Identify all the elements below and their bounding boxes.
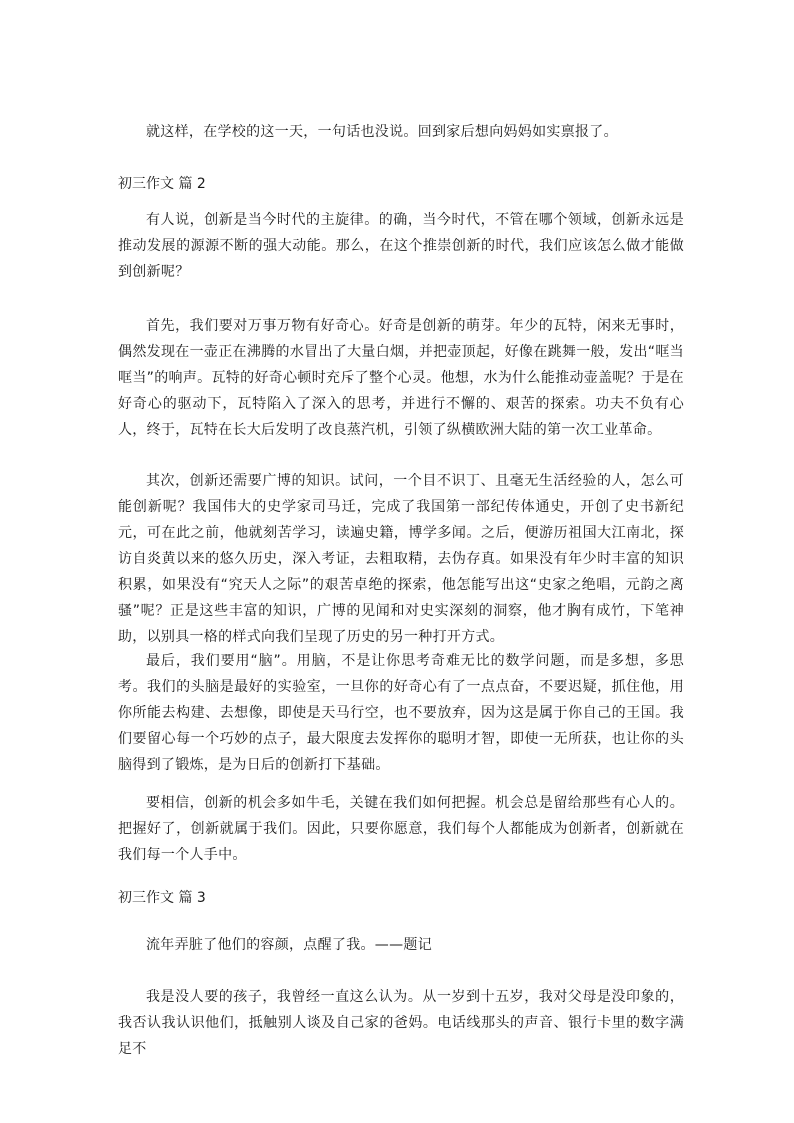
paragraph-epigraph: 流年弄脏了他们的容颜，点醒了我。——题记 bbox=[146, 937, 432, 953]
section-heading-2: 初三作文 篇 2 bbox=[118, 176, 206, 192]
section-heading-3: 初三作文 篇 3 bbox=[118, 890, 206, 906]
paragraph-conclusion: 要相信，创新的机会多如牛毛，关键在我们如何把握。机会总是留给那些有心人的。把握好了，创新就属于我们。因此，只要你愿意，我们每个人都能成为创新者，创新就在我们每一个人手中。 bbox=[118, 795, 684, 863]
paragraph-knowledge: 其次，创新还需要广博的知识。试问，一个目不识丁、且毫无生活经验的人，怎么可能创新呢？我国伟大的史学家司马迁，完成了我国第一部纪传体通史，开创了史书新纪元，可在此之前，他就刻苦学习，读遍史籍，博学多闻。之后，便游历祖国大江南北，探访自炎黄以来的悠久历史，深入考证，去粗取精，去伪存真。如果没有年少时丰富的知识积累，如果没有“究天人之际”的艰苦卓绝的探索，他怎能写出这“史家之绝唱，元韵之离骚”呢？正是这些丰富的知识，广博的见闻和对史实深刻的洞察，他才胸有成竹，下笔神助，以别具一格的样式向我们呈现了历史的另一种打开方式。 bbox=[118, 473, 684, 645]
paragraph-story-start: 我是没人要的孩子，我曾经一直这么认为。从一岁到十五岁，我对父母是没印象的，我否认我认识他们，抵触别人谈及自己家的爸妈。电话线那头的声音、银行卡里的数字满足不 bbox=[118, 989, 684, 1057]
paragraph-use-brain: 最后，我们要用“脑”。用脑，不是让你思考奇难无比的数学问题，而是多想，多思考。我们的头脑是最好的实验室，一旦你的好奇心有了一点点奋，不要迟疑，抓住他，用你所能去构建、去想像，即使是天马行空，也不要放弃，因为这是属于你自己的王国。我们要留心每一个巧妙的点子，最大限度去发挥你的聪明才智，即使一无所获，也让你的头脑得到了锻炼，是为日后的创新打下基础。 bbox=[118, 653, 684, 773]
paragraph-curiosity: 首先，我们要对万事万物有好奇心。好奇是创新的萌芽。年少的瓦特，闲来无事时，偶然发现在一壶正在沸腾的水冒出了大量白烟，并把壶顶起，好像在跳舞一般，发出“哐当哐当”的响声。瓦特的好奇心顿时充斥了整个心灵。他想，水为什么能推动壶盖呢？于是在好奇心的驱动下，瓦特陷入了深入的思考，并进行不懈的、艰苦的探索。功夫不负有心人，终于，瓦特在长大后发明了改良蒸汽机，引领了纵横欧洲大陆的第一次工业革命。 bbox=[118, 318, 684, 438]
paragraph-intro: 有人说，创新是当今时代的主旋律。的确，当今时代，不管在哪个领域，创新永远是推动发展的源源不断的强大动能。那么，在这个推崇创新的时代，我们应该怎么做才能做到创新呢？ bbox=[118, 212, 684, 280]
paragraph-closing: 就这样，在学校的这一天，一句话也没说。回到家后想向妈妈如实禀报了。 bbox=[146, 124, 618, 140]
